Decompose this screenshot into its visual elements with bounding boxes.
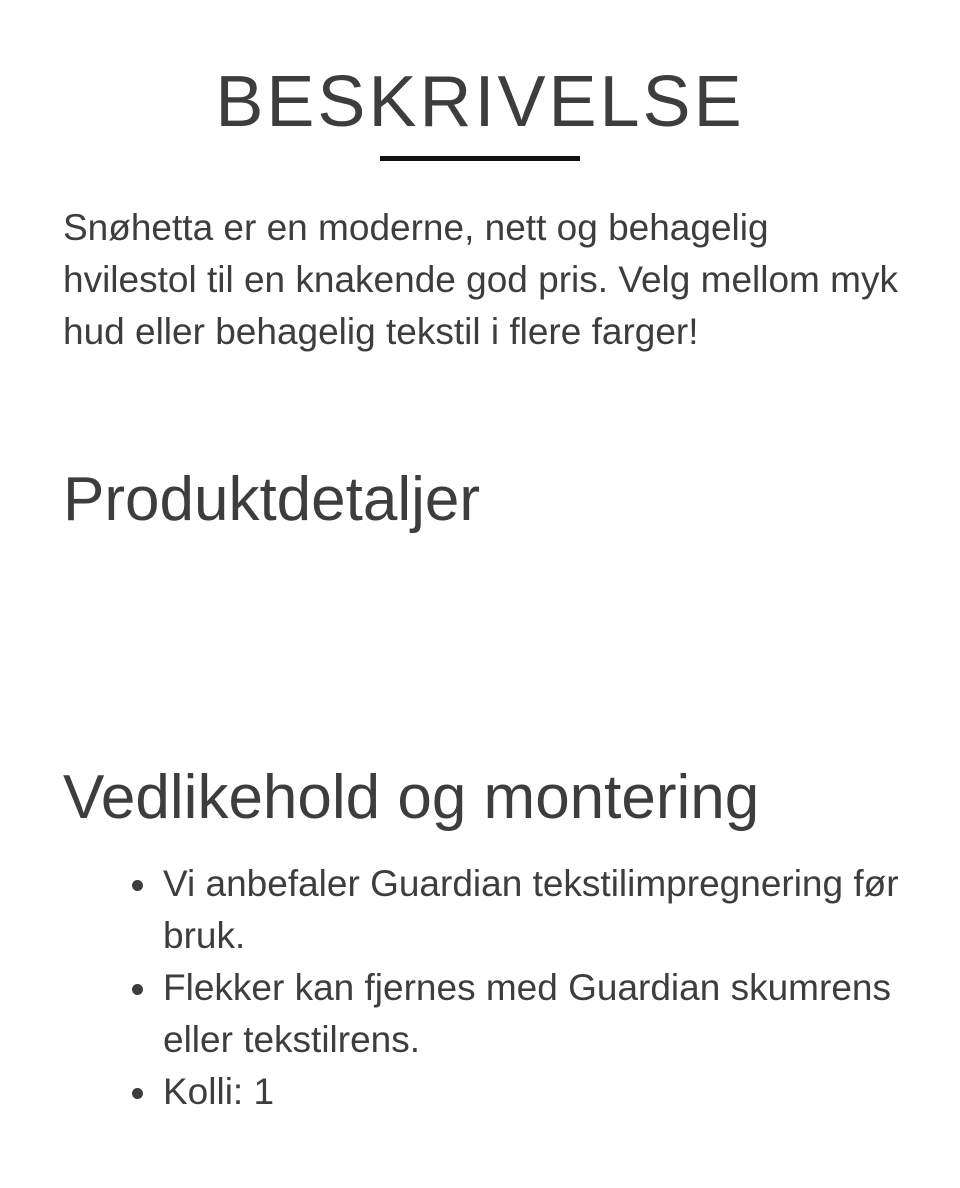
list-item	[130, 858, 910, 962]
list-item	[130, 962, 910, 1066]
section-title: BESKRIVELSE	[215, 62, 745, 142]
bullet-icon	[132, 984, 143, 995]
maintenance-heading: Vedlikehold og montering	[63, 763, 760, 832]
bullet-icon	[132, 1088, 143, 1099]
list-item-text: Kolli: 1	[163, 1071, 275, 1112]
product-description: Snøhetta er en moderne, nett og behagelig hvilestol til en knakende god pris. Velg mellom myk hud eller behagelig tekstil i flere farger!	[63, 207, 898, 352]
product-details-heading: Produktdetaljer	[63, 465, 481, 534]
list-item-text: Flekker kan fjernes med Guardian skumrens eller tekstilrens.	[163, 967, 891, 1060]
bullet-icon	[132, 880, 143, 891]
title-underline-divider	[380, 156, 580, 161]
list-item-text: Vi anbefaler Guardian tekstilimpregnering før bruk.	[163, 863, 899, 956]
maintenance-list	[130, 858, 910, 1118]
list-item	[130, 1066, 910, 1118]
